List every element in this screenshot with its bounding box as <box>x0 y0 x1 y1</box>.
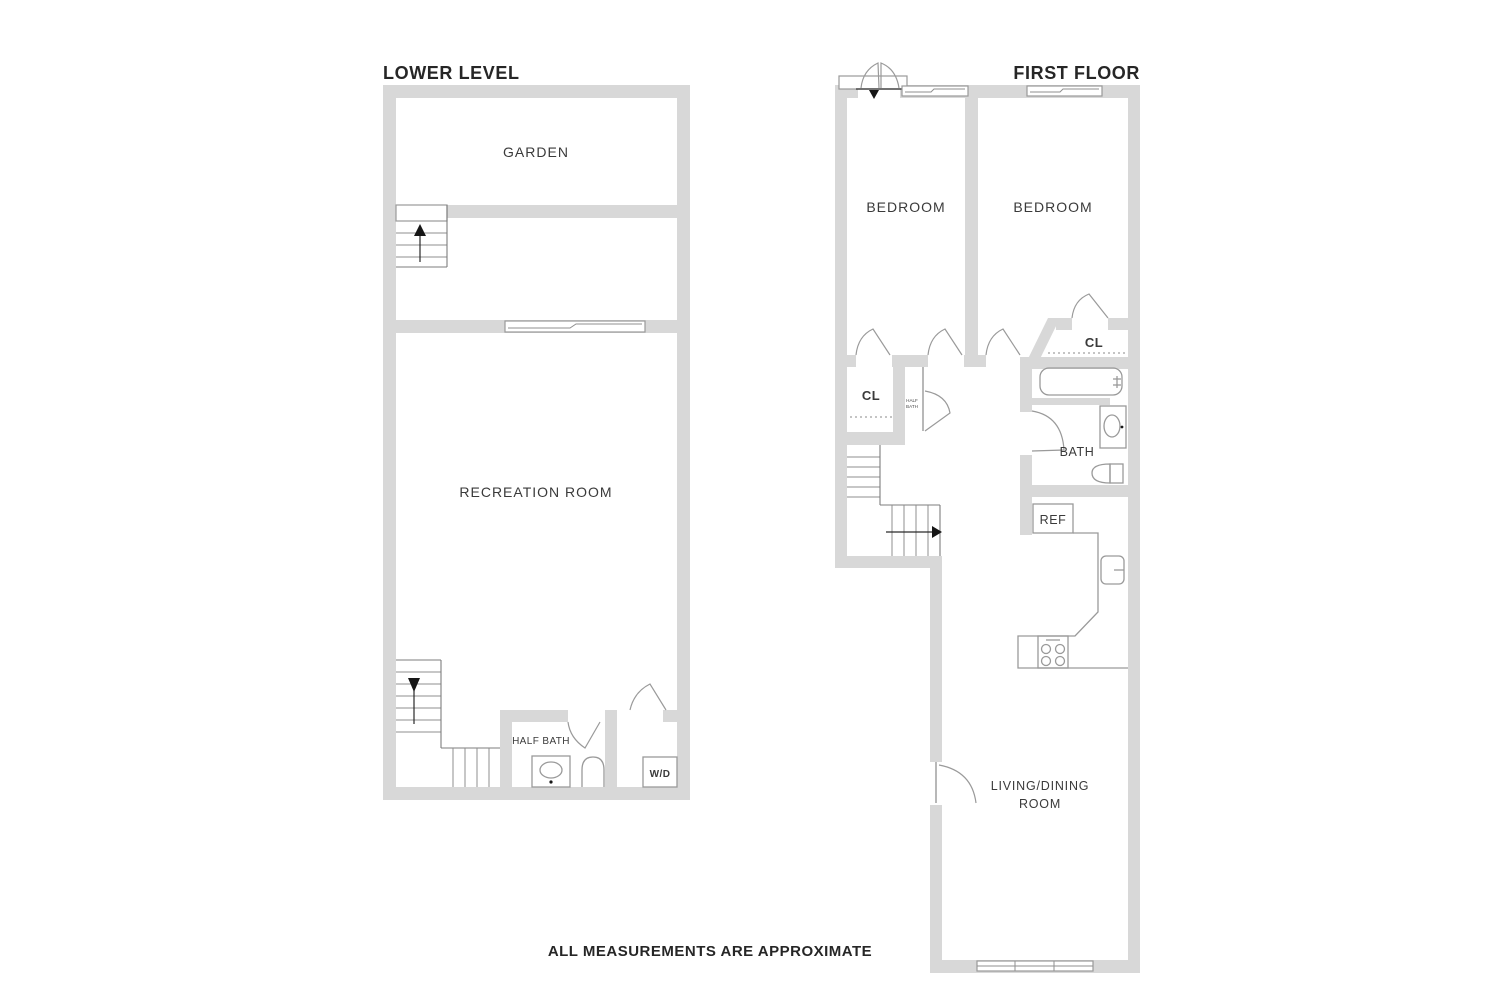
bedroom-right-label: BEDROOM <box>1013 199 1093 215</box>
half-bath-label-line2: BATH <box>906 404 918 409</box>
wall-segment <box>1108 318 1128 330</box>
wall-segment <box>1020 357 1032 412</box>
wall-segment <box>930 556 942 762</box>
upper-half-bath <box>906 367 950 431</box>
wall-segment <box>677 85 690 800</box>
closet-label: CL <box>1084 335 1104 350</box>
bathtub-fixture <box>1040 368 1122 395</box>
refrigerator-label: REF <box>1039 513 1067 527</box>
interior-stairs <box>847 445 942 556</box>
living-dining-label-line2: ROOM <box>1018 797 1062 811</box>
wall-segment <box>892 355 928 367</box>
wall-segment <box>835 85 847 568</box>
kitchen-sink-fixture <box>1101 556 1124 584</box>
bedroom-door-arc <box>928 329 962 355</box>
toilet-fixture <box>582 757 604 787</box>
kitchen-counter <box>1018 533 1128 668</box>
half-bath-label-line1: HALF <box>906 398 918 403</box>
window-frame <box>902 86 968 96</box>
wall-segment <box>605 710 617 787</box>
kitchen <box>1018 497 1128 668</box>
wall-segment <box>965 98 978 367</box>
burner-icon <box>1042 645 1051 654</box>
wall-segment <box>1020 485 1128 497</box>
burner-icon <box>1056 645 1065 654</box>
wall-segment <box>893 367 905 432</box>
living-dining-room <box>936 762 1093 971</box>
toilet-fixture <box>1092 464 1123 483</box>
bedroom-left-label: BEDROOM <box>866 199 946 215</box>
bedroom-door-arc <box>986 329 1020 355</box>
wall-segment <box>835 556 942 568</box>
closet-door-arc <box>1072 294 1108 318</box>
wall-segment <box>663 710 677 722</box>
bath-label: BATH <box>1059 445 1095 459</box>
recreation-room-label: RECREATION ROOM <box>459 484 613 500</box>
closet-right <box>1048 335 1126 353</box>
washer-dryer-label: W/D <box>649 769 671 780</box>
closet-label: CL <box>861 388 881 403</box>
wall-segment <box>383 787 690 800</box>
bathroom <box>1020 357 1128 497</box>
burner-icon <box>1042 657 1051 666</box>
wall-segment <box>500 710 512 787</box>
half-bath-door-arc <box>568 722 600 748</box>
stair-landing <box>396 205 447 221</box>
wall-segment <box>1020 497 1032 535</box>
sink-basin <box>540 762 562 778</box>
tub-surround-wall <box>1032 398 1110 405</box>
closet-left <box>847 367 905 445</box>
stairs-to-first-floor <box>396 660 512 787</box>
laundry-room <box>630 684 677 787</box>
sink-fixture <box>1100 406 1126 448</box>
stove-fixture <box>1038 636 1068 668</box>
window-frame <box>505 321 645 332</box>
hall-door-arc <box>925 391 950 431</box>
sliding-window <box>505 321 645 332</box>
down-arrow-icon <box>408 678 420 692</box>
toilet-bowl <box>1092 464 1110 483</box>
wall-segment <box>847 432 905 445</box>
bedroom-window <box>1027 86 1102 96</box>
sink-basin <box>1104 415 1120 437</box>
wall-segment <box>383 85 396 800</box>
window-frame <box>1027 86 1102 96</box>
up-arrow-icon <box>414 224 426 236</box>
laundry-door-arc <box>630 684 666 710</box>
first-floor-plan <box>835 63 1140 973</box>
burner-icon <box>1056 657 1065 666</box>
wall-segment <box>964 355 986 367</box>
first-floor-title: FIRST FLOOR <box>1013 63 1140 83</box>
wall-segment <box>930 805 942 973</box>
sink-faucet <box>1121 426 1124 429</box>
wall-segment <box>1030 357 1128 369</box>
living-room-window <box>977 961 1093 971</box>
toilet-tank <box>1110 464 1123 483</box>
footer-note: ALL MEASUREMENTS ARE APPROXIMATE <box>547 943 873 960</box>
living-dining-label-line1: LIVING/DINING <box>990 779 1090 793</box>
half-bath-label: HALF BATH <box>512 736 570 747</box>
lower-level-title: LOWER LEVEL <box>383 63 520 83</box>
sink-drain <box>549 780 552 783</box>
entry-arrow-icon <box>869 90 879 99</box>
bathtub <box>1040 368 1122 395</box>
wall-segment <box>847 355 856 367</box>
garden-label: GARDEN <box>503 144 569 160</box>
sink-fixture <box>532 756 570 787</box>
bedroom-window <box>902 86 968 96</box>
wall-segment <box>447 205 677 218</box>
wall-segment <box>383 85 690 98</box>
lower-level-plan <box>383 63 690 800</box>
wall-segment <box>1056 318 1072 330</box>
living-room-door-arc <box>939 765 976 803</box>
closet-door-arc <box>856 329 890 355</box>
wall-segment <box>1128 85 1140 973</box>
